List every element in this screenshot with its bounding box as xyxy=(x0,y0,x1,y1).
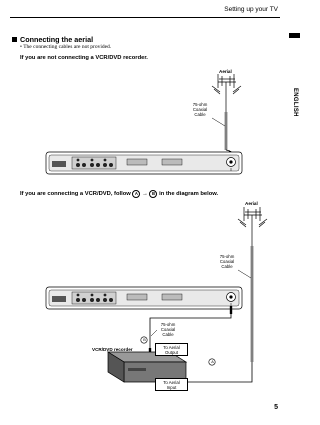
case-vcr-suffix: in the diagram below. xyxy=(159,191,219,197)
cable-label-2-mid xyxy=(156,322,180,337)
marker-a-text: A xyxy=(211,359,214,364)
arrow-icon: → xyxy=(142,191,148,197)
marker-a-icon: A xyxy=(132,190,140,198)
section-title-text: Connecting the aerial xyxy=(20,35,94,44)
to-aerial-input-line: To Aerial xyxy=(163,379,180,385)
page-header-title: Setting up your TV xyxy=(224,6,278,13)
aerial-antenna-icon xyxy=(238,207,267,246)
recorder-label: VCR/DVD recorder xyxy=(92,347,133,352)
cable-label-line: Cable xyxy=(221,264,233,269)
cable-label-line: 75-ohm xyxy=(192,102,208,107)
cable-label-line: Cable xyxy=(194,112,206,117)
cable-label-line: 75-ohm xyxy=(219,254,235,259)
cable-label-2-top xyxy=(215,254,239,269)
marker-b-text: B xyxy=(143,337,146,342)
case-no-vcr-heading: If you are not connecting a VCR/DVD recorder. xyxy=(20,55,148,61)
page-number: 5 xyxy=(274,404,278,411)
side-tab-label: ENGLISH xyxy=(292,88,298,117)
to-aerial-output-line: Output xyxy=(165,349,178,355)
to-aerial-output-line: To Aerial xyxy=(163,344,180,350)
cable-label-line: Coaxial xyxy=(219,259,235,264)
tv-rear-panel xyxy=(46,287,242,309)
cable-label-leader xyxy=(238,270,251,278)
to-aerial-input-label xyxy=(155,378,188,391)
to-aerial-output-label xyxy=(155,343,188,356)
cable-label-line: Coaxial xyxy=(192,107,208,112)
cable-label-line: Coaxial xyxy=(160,327,176,332)
to-aerial-input-line: Input xyxy=(166,384,177,390)
aerial-label-2: Aerial xyxy=(245,201,258,206)
cable-label-line: Cable xyxy=(162,332,174,337)
case-vcr-prefix: If you are connecting a VCR/DVD, follow xyxy=(20,191,131,197)
aerial-label-1: Aerial xyxy=(219,69,232,74)
cable-label-line: 75-ohm xyxy=(160,322,176,327)
section-note: • The connecting cables are not provided. xyxy=(20,44,112,50)
marker-b-icon: B xyxy=(149,190,157,198)
